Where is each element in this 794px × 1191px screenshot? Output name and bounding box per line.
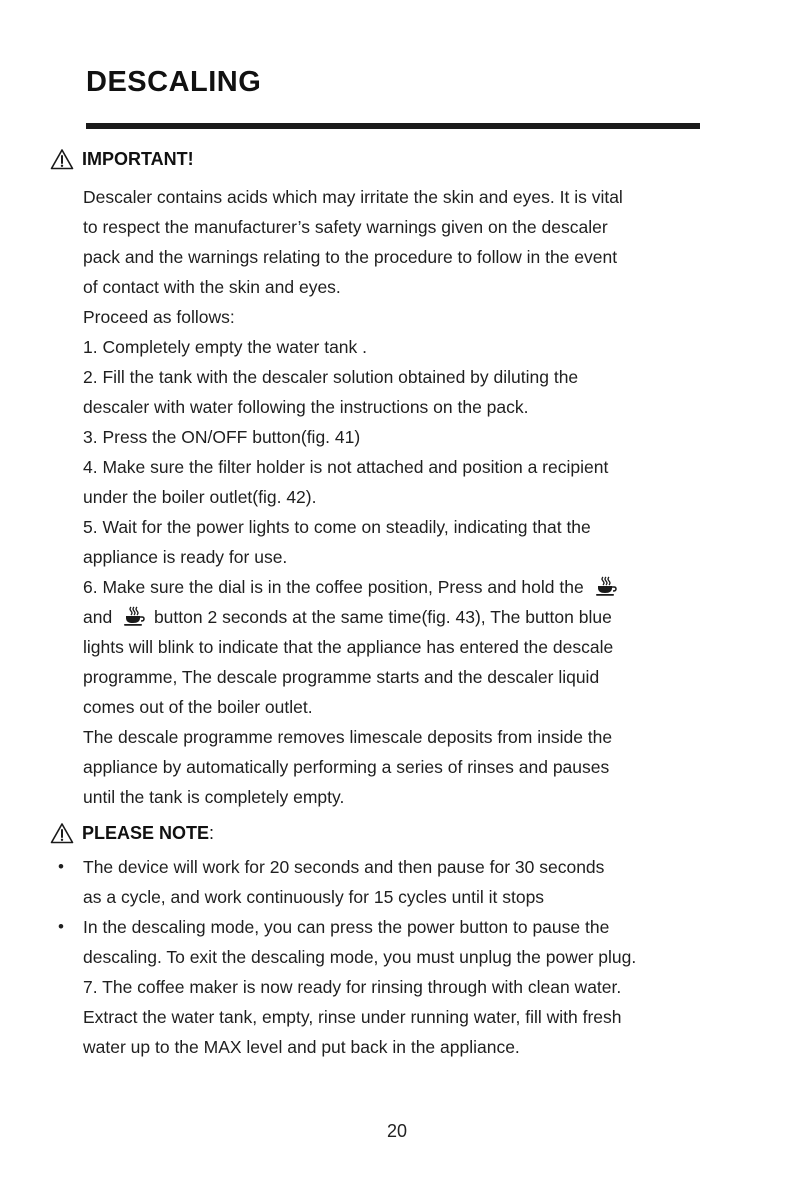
note-line: In the descaling mode, you can press the power button to pause the — [83, 917, 610, 937]
bullet-marker: • — [58, 917, 64, 936]
body-line: of contact with the skin and eyes. — [83, 277, 341, 297]
step-line: programme, The descale programme starts and the descaler liquid — [83, 667, 600, 687]
note-heading — [50, 820, 214, 846]
note-line: The device will work for 20 seconds and then pause for 30 seconds — [83, 857, 605, 877]
page-number: 20 — [386, 1121, 408, 1141]
step-line — [83, 606, 612, 628]
note-heading-colon: : — [209, 822, 215, 843]
step-text: button 2 seconds at the same time(fig. 43), The button blue — [153, 607, 612, 627]
body-line: to respect the manufacturer’s safety warnings given on the descaler — [83, 217, 608, 237]
note-line: as a cycle, and work continuously for 15 cycles until it stops — [83, 887, 545, 907]
page-title: DESCALING — [86, 66, 262, 98]
step-line: water up to the MAX level and put back in the appliance. — [83, 1037, 520, 1057]
coffee-cup-icon — [123, 606, 145, 626]
bullet-marker: • — [58, 857, 64, 876]
step-line: 1. Completely empty the water tank . — [83, 337, 368, 357]
body-line: Descaler contains acids which may irritate the skin and eyes. It is vital — [83, 187, 623, 207]
step-line: 5. Wait for the power lights to come on steadily, indicating that the — [83, 517, 591, 537]
warning-icon — [50, 148, 74, 170]
step-line: descaler with water following the instructions on the pack. — [83, 397, 529, 417]
step-line: under the boiler outlet(fig. 42). — [83, 487, 317, 507]
step-line: 2. Fill the tank with the descaler solution obtained by diluting the — [83, 367, 579, 387]
title-rule — [86, 123, 700, 129]
body-line: Proceed as follows: — [83, 307, 235, 327]
step-line: Extract the water tank, empty, rinse under running water, fill with fresh — [83, 1007, 622, 1027]
step-line: appliance is ready for use. — [83, 547, 288, 567]
step-line: lights will blink to indicate that the appliance has entered the descale — [83, 637, 614, 657]
body-line: pack and the warnings relating to the procedure to follow in the event — [83, 247, 618, 267]
step-line: 4. Make sure the filter holder is not attached and position a recipient — [83, 457, 609, 477]
step-line-6 — [83, 576, 617, 598]
step-line: 3. Press the ON/OFF button(fig. 41) — [83, 427, 361, 447]
step-text: and — [83, 607, 113, 627]
step-line: comes out of the boiler outlet. — [83, 697, 313, 717]
warning-icon — [50, 822, 74, 844]
coffee-cup-icon — [595, 576, 617, 596]
step-line: 7. The coffee maker is now ready for rinsing through with clean water. — [83, 977, 622, 997]
body-line: The descale programme removes limescale deposits from inside the — [83, 727, 613, 747]
important-heading-text: IMPORTANT! — [82, 148, 194, 169]
note-heading-text: PLEASE NOTE — [82, 822, 210, 843]
body-line: until the tank is completely empty. — [83, 787, 345, 807]
step-text: 6. Make sure the dial is in the coffee position, Press and hold the — [83, 577, 584, 597]
note-line: descaling. To exit the descaling mode, you must unplug the power plug. — [83, 947, 637, 967]
important-heading — [50, 146, 194, 172]
body-line: appliance by automatically performing a series of rinses and pauses — [83, 757, 610, 777]
